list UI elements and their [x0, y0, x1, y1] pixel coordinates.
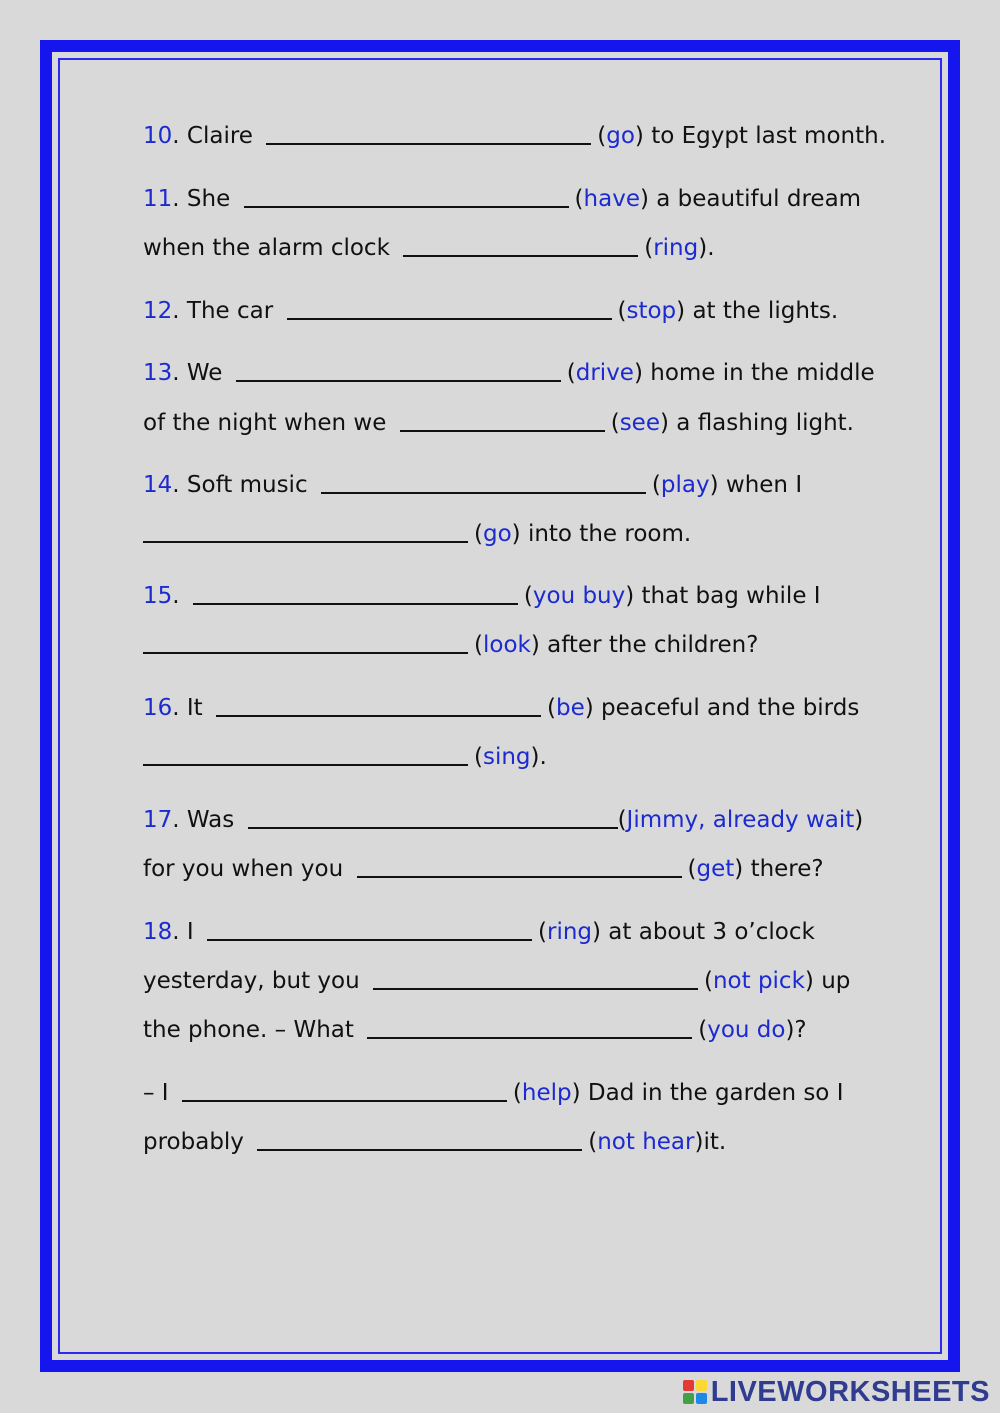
- exercise-line: [143, 849, 824, 889]
- exercise-line: [143, 465, 802, 505]
- line-text: ) into the room.: [511, 521, 692, 547]
- line-text: . She: [172, 186, 238, 212]
- line-text: (: [538, 919, 547, 945]
- line-text: (: [698, 1017, 708, 1043]
- exercise-line: [143, 961, 850, 1001]
- line-text: for you when you: [143, 856, 351, 882]
- line-text: (: [617, 298, 627, 324]
- answer-blank[interactable]: [182, 1074, 507, 1102]
- line-text: (: [687, 856, 697, 882]
- line-text: ) up: [804, 968, 851, 994]
- line-text: ).: [698, 235, 715, 261]
- line-text: ) Dad in the garden so I: [571, 1080, 844, 1106]
- line-text: ) after the children?: [530, 632, 759, 658]
- answer-blank[interactable]: [143, 738, 468, 766]
- line-text: the phone. – What: [143, 1017, 362, 1043]
- verb-hint: not hear: [597, 1129, 695, 1155]
- answer-blank[interactable]: [207, 913, 532, 941]
- question-number: 12: [143, 298, 173, 324]
- line-text: . I: [172, 919, 201, 945]
- answer-blank[interactable]: [373, 962, 698, 990]
- line-text: ) home in the middle: [633, 360, 875, 386]
- line-text: (: [644, 235, 654, 261]
- answer-blank[interactable]: [143, 626, 468, 654]
- verb-hint: ring: [653, 235, 699, 261]
- answer-blank[interactable]: [266, 117, 591, 145]
- answer-blank[interactable]: [244, 180, 569, 208]
- liveworksheets-logo[interactable]: [683, 1375, 990, 1409]
- line-text: ) to Egypt last month.: [634, 123, 887, 149]
- line-text: (: [703, 968, 713, 994]
- answer-blank[interactable]: [216, 689, 541, 717]
- line-text: ) there?: [734, 856, 824, 882]
- question-number: 10: [143, 123, 173, 149]
- line-text: ) that bag while I: [625, 583, 821, 609]
- exercise-line: [143, 179, 861, 219]
- exercise-line: [143, 291, 838, 331]
- question-number: 18: [143, 919, 173, 945]
- line-text: ) at about 3 o’clock: [592, 919, 815, 945]
- exercise-line: [143, 688, 859, 728]
- question-number: 11: [143, 186, 173, 212]
- verb-hint: sing: [482, 744, 531, 770]
- line-text: (: [474, 632, 483, 658]
- exercise-line: [143, 1122, 726, 1162]
- answer-blank[interactable]: [403, 229, 638, 257]
- logo-square: [683, 1380, 694, 1391]
- verb-hint: see: [619, 410, 660, 436]
- logo-square: [696, 1380, 707, 1391]
- exercise-line: [143, 737, 547, 777]
- line-text: )?: [785, 1017, 807, 1043]
- line-text: ): [854, 807, 864, 833]
- line-text: (: [574, 186, 584, 212]
- answer-blank[interactable]: [357, 850, 682, 878]
- verb-hint: ring: [546, 919, 593, 945]
- exercise-line: [143, 228, 715, 268]
- verb-hint: get: [696, 856, 735, 882]
- question-number: 13: [143, 360, 173, 386]
- exercise-line: [143, 116, 886, 156]
- question-number: 17: [143, 807, 173, 833]
- line-text: ) peaceful and the birds: [584, 695, 860, 721]
- answer-blank[interactable]: [287, 292, 612, 320]
- liveworksheets-logo-icon: [683, 1380, 707, 1404]
- verb-hint: not pick: [712, 968, 805, 994]
- logo-square: [683, 1393, 694, 1404]
- answer-blank[interactable]: [236, 354, 561, 382]
- answer-blank[interactable]: [257, 1123, 582, 1151]
- line-text: ) a flashing light.: [660, 410, 854, 436]
- line-text: (: [610, 410, 620, 436]
- line-text: (: [474, 521, 483, 547]
- verb-hint: you buy: [532, 583, 626, 609]
- logo-text: LIVEWORKSHEETS: [710, 1375, 990, 1408]
- line-text: ).: [530, 744, 547, 770]
- exercise-line: [143, 353, 875, 393]
- exercise-line: [143, 1010, 807, 1050]
- line-text: ) a beautiful dream: [639, 186, 862, 212]
- exercise-line: [143, 800, 863, 840]
- exercise-line: [143, 1073, 843, 1113]
- line-text: . Claire: [172, 123, 261, 149]
- question-number: 14: [143, 472, 173, 498]
- exercise-line: [143, 576, 821, 616]
- verb-hint: you do: [707, 1017, 786, 1043]
- line-text: yesterday, but you: [143, 968, 367, 994]
- line-text: . Soft music: [172, 472, 315, 498]
- verb-hint: Jimmy, already wait: [626, 807, 855, 833]
- line-text: (: [617, 807, 627, 833]
- verb-hint: play: [660, 472, 710, 498]
- logo-square: [696, 1393, 707, 1404]
- line-text: (: [566, 360, 576, 386]
- answer-blank[interactable]: [248, 801, 618, 829]
- line-text: (: [512, 1080, 522, 1106]
- exercise-line: [143, 514, 691, 554]
- line-text: (: [597, 123, 607, 149]
- verb-hint: help: [521, 1080, 572, 1106]
- verb-hint: stop: [626, 298, 677, 324]
- line-text: )it.: [694, 1129, 727, 1155]
- line-text: . Was: [172, 807, 242, 833]
- line-text: . It: [172, 695, 211, 721]
- line-text: of the night when we: [143, 410, 394, 436]
- line-text: (: [523, 583, 533, 609]
- line-text: (: [474, 744, 483, 770]
- verb-hint: go: [482, 521, 512, 547]
- line-text: .: [172, 583, 187, 609]
- question-number: 15: [143, 583, 173, 609]
- line-text: ) at the lights.: [676, 298, 839, 324]
- line-text: probably: [143, 1129, 252, 1155]
- line-text: (: [651, 472, 661, 498]
- verb-hint: look: [482, 632, 531, 658]
- question-number: 16: [143, 695, 173, 721]
- verb-hint: be: [556, 695, 585, 721]
- line-text: . We: [172, 360, 230, 386]
- answer-blank[interactable]: [400, 404, 605, 432]
- answer-blank[interactable]: [367, 1011, 692, 1039]
- verb-hint: drive: [575, 360, 634, 386]
- verb-hint: have: [583, 186, 640, 212]
- verb-hint: go: [606, 123, 635, 149]
- answer-blank[interactable]: [143, 515, 468, 543]
- line-text: when the alarm clock: [143, 235, 398, 261]
- exercise-line: [143, 625, 758, 665]
- line-text: ) when I: [709, 472, 803, 498]
- exercise-line: [143, 403, 854, 443]
- answer-blank[interactable]: [321, 466, 646, 494]
- line-text: (: [547, 695, 556, 721]
- line-text: – I: [143, 1080, 176, 1106]
- line-text: (: [588, 1129, 598, 1155]
- exercise-line: [143, 912, 815, 952]
- answer-blank[interactable]: [193, 577, 518, 605]
- line-text: . The car: [172, 298, 281, 324]
